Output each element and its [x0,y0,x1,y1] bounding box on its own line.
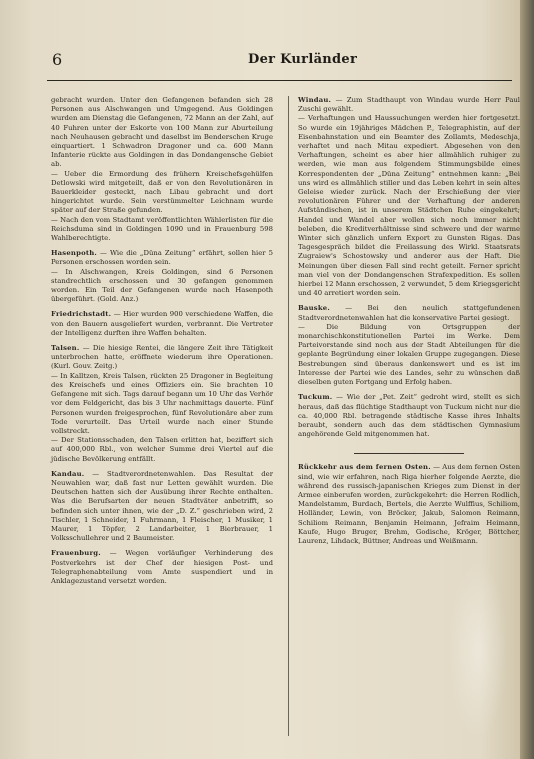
left-column [51,96,273,586]
place-keyword: Windau. [298,96,332,104]
place-keyword: Tuckum. [298,393,333,402]
article-paragraph [298,323,520,387]
paragraph-text: — Verhaftungen und Haussuchungen werden hier fortgesetzt. So wurde ein 19jähriges Mädchen P., Telegraphistin, auf der Eisenbahnstation und ein Beamter des Zollamts, Medeschja, verhaftet und nach Mitau expediert. Abgesehen von den Verhaftungen, scheint es aber hier allmählich ruhiger zu werden, wie man aus folgendem Stimmungsbilde eines Korrespondenten der „Düna Zeitung“ entnehmen kann: „Bei uns wird es allmählich stiller und das Leben kehrt in sein altes Geleise wieder zurück. Nach der Erschießung der vier revolutionären Führer und der Verhaftung der anderen Aufständischen, ist in unserem Städtchen Ruhe eingekehrt; Handel und Wandel aber wollen sich noch immer nicht beleben, die Kreditverhältnisse sind schwere und der warme Winter sich gänzlich unfern Export zu Gunsten Rigas. Das Tagesgespräch bildet die Freilassung des Wirkl. Staatsrats Zugraiew's Schostowsky und anderer aus der Haft. Die Meinungen über diesen Fall sind recht geteilt. Ferner spricht man viel von der Dondangenschen Strafexpedition. Es sollen hierbei 12 Mann erschossen, 2 verwundet, 5 dem Kriegsgericht und 40 arretiert worden sein. [298,114,520,298]
place-keyword: Hasenpoth. [51,249,97,258]
paragraph-text: — Ueber die Ermordung des frühern Kreischefsgehülfen Detlowski wird mitgeteilt, daß er von den Revolutionären in Bauerkleider gesteckt, nach Libau gebracht und dort hingerichtet wurde. Sein verstümmelter Leichnam wurde später auf der Straße gefunden. [51,169,273,215]
article-paragraph [51,372,273,436]
place-keyword: Rückkehr aus dem fernen Osten. [298,463,431,472]
place-keyword: Friedrichstadt. [51,310,112,319]
article-paragraph [298,463,520,546]
paragraph-text: — Aus dem fernen Osten sind, wie wir erfahren, nach Riga hierher folgende Aerzte, die während des russisch-japanischen Krieges zum Dienst in der Armee einberufen worden, zurückgekehrt: die Herren Rodlich, Mandelstamm, Burdach, Bertels, die Aerzte Wulffius, Schiliom, Holländer, Lewin, von Bröcker, Jakub, Salomon Reimann, Schiliom Reimann, Benjamin Heimann, Jefraim Heimann, Kaufe, Hugo Bruger, Brehm, Godische, Kröger, Böttcher, Laurenz, Lihdack, Büttner, Andreas und Weißmann. [298,463,520,545]
article-paragraph [51,470,273,544]
paragraph-text: — Die Bildung von Ortsgruppen der monarchischkonstitutionellen Partei im Werke. Dem Parteivorstande sind noch aus der Stadt Abteilungen für die geplante Begründung einer lokalen Gruppe zugegangen. Diese Bestrebungen sind überaus dankenswert und es ist im Interesse der Partei wie des Landes, sehr zu wünschen daß dieselben guten Fortgang und Erfolg haben. [298,322,520,387]
article-paragraph [51,216,273,244]
paragraph-text: — Wegen vorläufiger Verhinderung des Postverkehrs ist der Chef der hiesigen Post- und Telegraphenabteilung vom Amte suspendiert und in Anklagezustand versetzt worden. [51,549,273,585]
paragraph-text: — In Kalltzen, Kreis Talsen, rückten 25 Dragoner in Begleitung des Kreischefs und eines Offiziers ein. Sie brachten 10 Gefangene mit sich. Tags darauf begann um 10 Uhr das Verhör vor dem Feldgericht, das bis 3 Uhr nachmittags dauerte. Fünf Personen wurden freigesprochen, fünf Revolutionäre aber zum Tode verurteilt. Das Urteil wurde nach einer Stunde vollstreckt. [51,371,273,435]
paragraph-text: — In Alschwangen, Kreis Goldingen, sind 6 Personen standrechtlich erschossen und 30 gefangen genommen worden. Ein Teil der Gefangenen wurde nach Hasenpoth übergeführt. (Gold. Anz.) [51,267,273,304]
article-paragraph [298,114,520,298]
paragraph-text: gebracht wurden. Unter den Gefangenen befanden sich 28 Personen aus Alschwangen und Umgegend. Aus Goldingen wurden am Dienstag die Gefangenen, 72 Mann an der Zahl, auf 40 Fuhren unter der Eskorte von 100 Mann zur Aburteilung nach Neuhausen gebracht und daselbst im Benderschen Kruge einquartiert. 1 Schwadron Dragoner und ca. 600 Mann Infanterie rückte aus Goldingen in das Dondangensche Gebiet ab. [51,96,273,169]
article-paragraph [51,96,273,170]
paragraph-text: — Stadtverordnetenwahlen. Das Resultat der Neuwahlen war, daß fast nur Letten gewählt wurden. Die Deutschen hatten sich der Ausübung ihrer Rechte enthalten. Was die Berufsarten der neuen Stadtväter anbetrifft, so befinden sich unter ihnen, wie der „D. Z.“ geschrieben wird, 2 Tischler, 1 Schneider, 1 Fuhrmann, 1 Fleischer, 1 Musiker, 1 Maurer, 1 Töpfer, 2 Landarbeiter, 1 Bierbrauer, 1 Volksschullehrer und 2 Baumeister. [51,469,273,543]
article-paragraph [51,310,273,338]
article-paragraph [51,344,273,372]
paper-stain [448,560,508,740]
article-paragraph [51,436,273,464]
place-keyword: Kandau. [51,469,85,478]
column-divider [288,96,289,736]
section-separator [354,453,464,454]
right-column [298,96,520,546]
paragraph-text: — Nach den vom Stadtamt veröffentlichten Wählerlisten für die Reichsduma sind in Goldingen 1090 und in Frauenburg 598 Wahlberechtigte. [51,215,273,243]
paragraph-text: — Wie der „Pet. Zeit“ gedroht wird, stellt es sich heraus, daß das flüchtige Stadthaupt von Tuckum nicht nur die ca. 40,000 Rbl. betragende städtische Kasse ihres Inhalts beraubt, sondern auch das dem städtischen Gymnasium angehörende Geld mitgenommen hat. [298,393,520,439]
book-binding-edge [520,0,534,759]
paragraph-text: — Zum Stadthaupt von Windau wurde Herr Paul Zuschi gewählt. [298,96,520,114]
place-keyword: Bauske. [298,304,330,313]
article-paragraph [298,96,520,114]
paragraph-text: — Wie die „Düna Zeitung“ erfährt, sollen hier 5 Personen erschossen worden sein. [51,249,273,267]
place-keyword: Talsen. [51,344,80,353]
article-paragraph [51,249,273,267]
page-number: 6 [52,50,63,69]
paragraph-text: — Der Stationsschaden, den Talsen erlitten hat, beziffert sich auf 400,000 Rbl., von welcher Summe drei Viertel auf die jüdische Bevölkerung entfällt. [51,436,273,463]
header-rule [47,80,512,81]
article-paragraph [51,268,273,305]
article-paragraph [298,304,520,322]
paragraph-text: — Die hiesige Rentei, die längere Zeit ihre Tätigkeit unterbrochen hatte, eröffnete wiederum ihre Operationen. (Kurl. Gouv. Zeitg.) [51,344,273,371]
paragraph-text: — Hier wurden 900 verschiedene Waffen, die von den Bauern ausgeliefert wurden, verbrannt. Die Vertreter der Intelligenz durften ihre Waffen behalten. [51,310,273,337]
article-paragraph [51,549,273,586]
paragraph-text: — Bei den neulich stattgefundenen Stadtverordnetenwahlen hat die konservative Partei gesiegt. [298,304,520,322]
article-paragraph [298,393,520,439]
running-header: Der Kurländer [248,52,358,67]
place-keyword: Frauenburg. [51,549,101,558]
article-paragraph [51,170,273,216]
